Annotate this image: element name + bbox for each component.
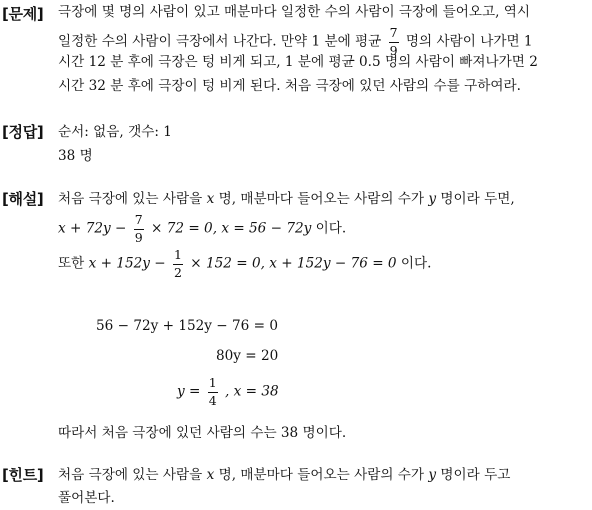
fraction-denominator: 9 — [134, 229, 143, 245]
solution-equation-2 — [58, 247, 588, 280]
problem-line-2-a: 일정한 수의 사람이 극장에서 나간다. 만약 1 분에 평균 — [58, 33, 382, 50]
equation-fraction — [173, 249, 183, 279]
problem-line-2 — [58, 25, 588, 58]
answer-tag: [정답] — [2, 123, 44, 141]
equation-tail: 이다. — [315, 220, 347, 237]
solution-step-2: 80y = 20 — [216, 348, 279, 364]
hint-text: 처음 극장에 있는 사람을 — [58, 467, 203, 483]
solution-text: 명이라 두면, — [440, 191, 515, 207]
equation-lead: 또한 — [58, 255, 85, 272]
equation-part: x + 152y − — [88, 255, 166, 272]
hint-text: 명이라 두고 — [440, 467, 511, 483]
problem-line-1: 극장에 몇 명의 사람이 있고 매분마다 일정한 수의 사람이 극장에 들어오고, 역시 — [58, 4, 531, 20]
hint-line-1 — [58, 463, 588, 487]
variable-x: x — [206, 467, 215, 483]
fraction-numerator: 1 — [173, 249, 183, 265]
problem-tag: [문제] — [2, 5, 44, 23]
solution-step-1: 56 − 72y + 152y − 76 = 0 — [96, 318, 278, 334]
fraction-numerator: 7 — [134, 214, 144, 230]
fraction-denominator: 2 — [173, 264, 182, 280]
hint-tag: [힌트] — [2, 466, 44, 484]
solution-text: 처음 극장에 있는 사람을 — [58, 191, 203, 207]
solution-conclusion: 따라서 처음 극장에 있던 사람의 수는 38 명이다. — [58, 425, 347, 441]
fraction-denominator: 9 — [389, 42, 398, 58]
solution-equation-1 — [58, 212, 588, 245]
variable-x: x — [206, 191, 215, 207]
problem-line-4: 시간 32 분 후에 극장이 텅 비게 된다. 처음 극장에 있던 사람의 수를 구하여라. — [58, 78, 521, 94]
equation-fraction — [134, 214, 144, 244]
answer-line-2: 38 명 — [58, 148, 93, 164]
fraction-numerator: 7 — [389, 27, 399, 43]
solution-line-1 — [58, 187, 588, 211]
solution-step-3 — [177, 375, 279, 408]
fraction-numerator: 1 — [208, 377, 218, 393]
solution-tag: [해설] — [2, 190, 44, 208]
fraction-denominator: 4 — [208, 392, 217, 408]
equation-tail: 이다. — [400, 255, 432, 272]
hint-text: 명, 매분마다 들어오는 사람의 수가 — [218, 467, 425, 483]
variable-y: y — [428, 191, 437, 207]
equation-part: y = — [177, 383, 201, 400]
solution-text: 명, 매분마다 들어오는 사람의 수가 — [218, 191, 425, 207]
variable-y: y — [428, 467, 437, 483]
equation-part: × 152 = 0, x + 152y − 76 = 0 — [190, 255, 397, 272]
equation-part: × 72 = 0, x = 56 − 72y — [151, 220, 312, 237]
answer-line-1: 순서: 없음, 갯수: 1 — [58, 124, 172, 140]
problem-line-2-b: 명의 사람이 나가면 1 — [405, 33, 533, 50]
problem-line-3: 시간 12 분 후에 극장은 텅 비게 되고, 1 분에 평균 0.5 명의 사람이 빠져나가면 2 — [58, 54, 538, 70]
hint-line-2: 풀어본다. — [58, 490, 115, 506]
equation-part: , x = 38 — [225, 383, 279, 400]
equation-part: x + 72y − — [58, 220, 127, 237]
equation-fraction — [208, 377, 218, 407]
